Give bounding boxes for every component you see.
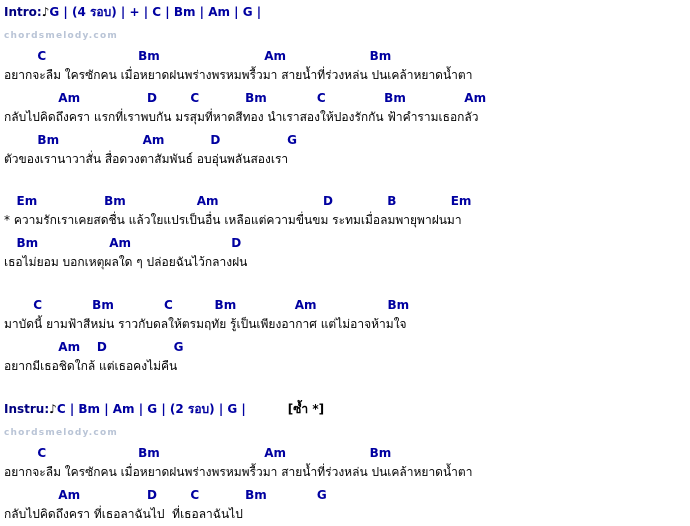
- chord-line: C Bm Am Bm: [4, 49, 392, 63]
- chord-line: C Bm C Bm Am Bm: [4, 298, 410, 312]
- lyric-line: อยากจะลืม ใครซักคน เมื่อหยาดฝนพร่างพรหมพรื้วมา สายน้ำที่ร่วงหล่น ปนเคล้าหยาดน้ำตา: [4, 465, 473, 479]
- instru-line: [4, 403, 324, 416]
- chord-line: Am D C Bm G: [4, 488, 327, 502]
- lyric-line: ตัวของเรานาวาสั่น สื่อดวงตาสัมพันธ์ อบอุ่นพลันสองเรา: [4, 152, 289, 166]
- instru-label: Instru:: [4, 402, 50, 416]
- watermark-bottom: chordsmelody.com: [4, 428, 118, 438]
- lyric-line: อยากมีเธอชิดใกล้ แต่เธอคงไม่คืน: [4, 359, 178, 373]
- repeat-marker: [ซ้ำ *]: [287, 402, 325, 416]
- lyric-line: * ความรักเราเคยสดชื่น แล้วใยแปรเป็นอื่น เหลือแต่ความขื่นขม ระทมเมื่อลมพายุพาฝนมา: [4, 213, 462, 227]
- intro-label: Intro:: [4, 5, 42, 19]
- lyric-line: มาบัดนี้ ยามฟ้าสีหม่น ราวกับดลให้ตรมฤทัย รู้เป็นเพียงอากาศ แต่ไม่อาจห้ามใจ: [4, 317, 407, 331]
- intro-line: [4, 6, 261, 19]
- chord-line: C Bm Am Bm: [4, 446, 392, 460]
- lyric-line: กลับไปคิดถึงครา แรกที่เราพบกัน มรสุมที่หาดสีทอง นำเราสองให้ปองรักกัน ฟ้าคำรามเธอกลัว: [4, 110, 479, 124]
- chord-line: Am D G: [4, 340, 184, 354]
- chord-line: Am D C Bm C Bm Am: [4, 91, 487, 105]
- watermark-top: chordsmelody.com: [4, 31, 118, 41]
- chord-line: Bm Am D: [4, 236, 242, 250]
- chord-line: Bm Am D G: [4, 133, 298, 147]
- intro-chords: G | (4 รอบ) | + | C | Bm | Am | G |: [49, 5, 262, 19]
- instru-chords: C | Bm | Am | G | (2 รอบ) | G |: [56, 402, 246, 416]
- lyric-line: อยากจะลืม ใครซักคน เมื่อหยาดฝนพร่างพรหมพรื้วมา สายน้ำที่ร่วงหล่น ปนเคล้าหยาดน้ำตา: [4, 68, 473, 82]
- music-note-icon: ♪: [41, 5, 50, 19]
- chord-line: Em Bm Am D B Em: [4, 194, 472, 208]
- music-note-icon: ♪: [49, 402, 57, 416]
- lyric-line: กลับไปคิดถึงครา ที่เธอลาฉันไป ที่เธอลาฉันไป: [4, 507, 243, 521]
- lyric-line: เธอไม่ยอม บอกเหตุผลใด ๆ ปล่อยฉันไว้กลางฝน: [4, 255, 248, 269]
